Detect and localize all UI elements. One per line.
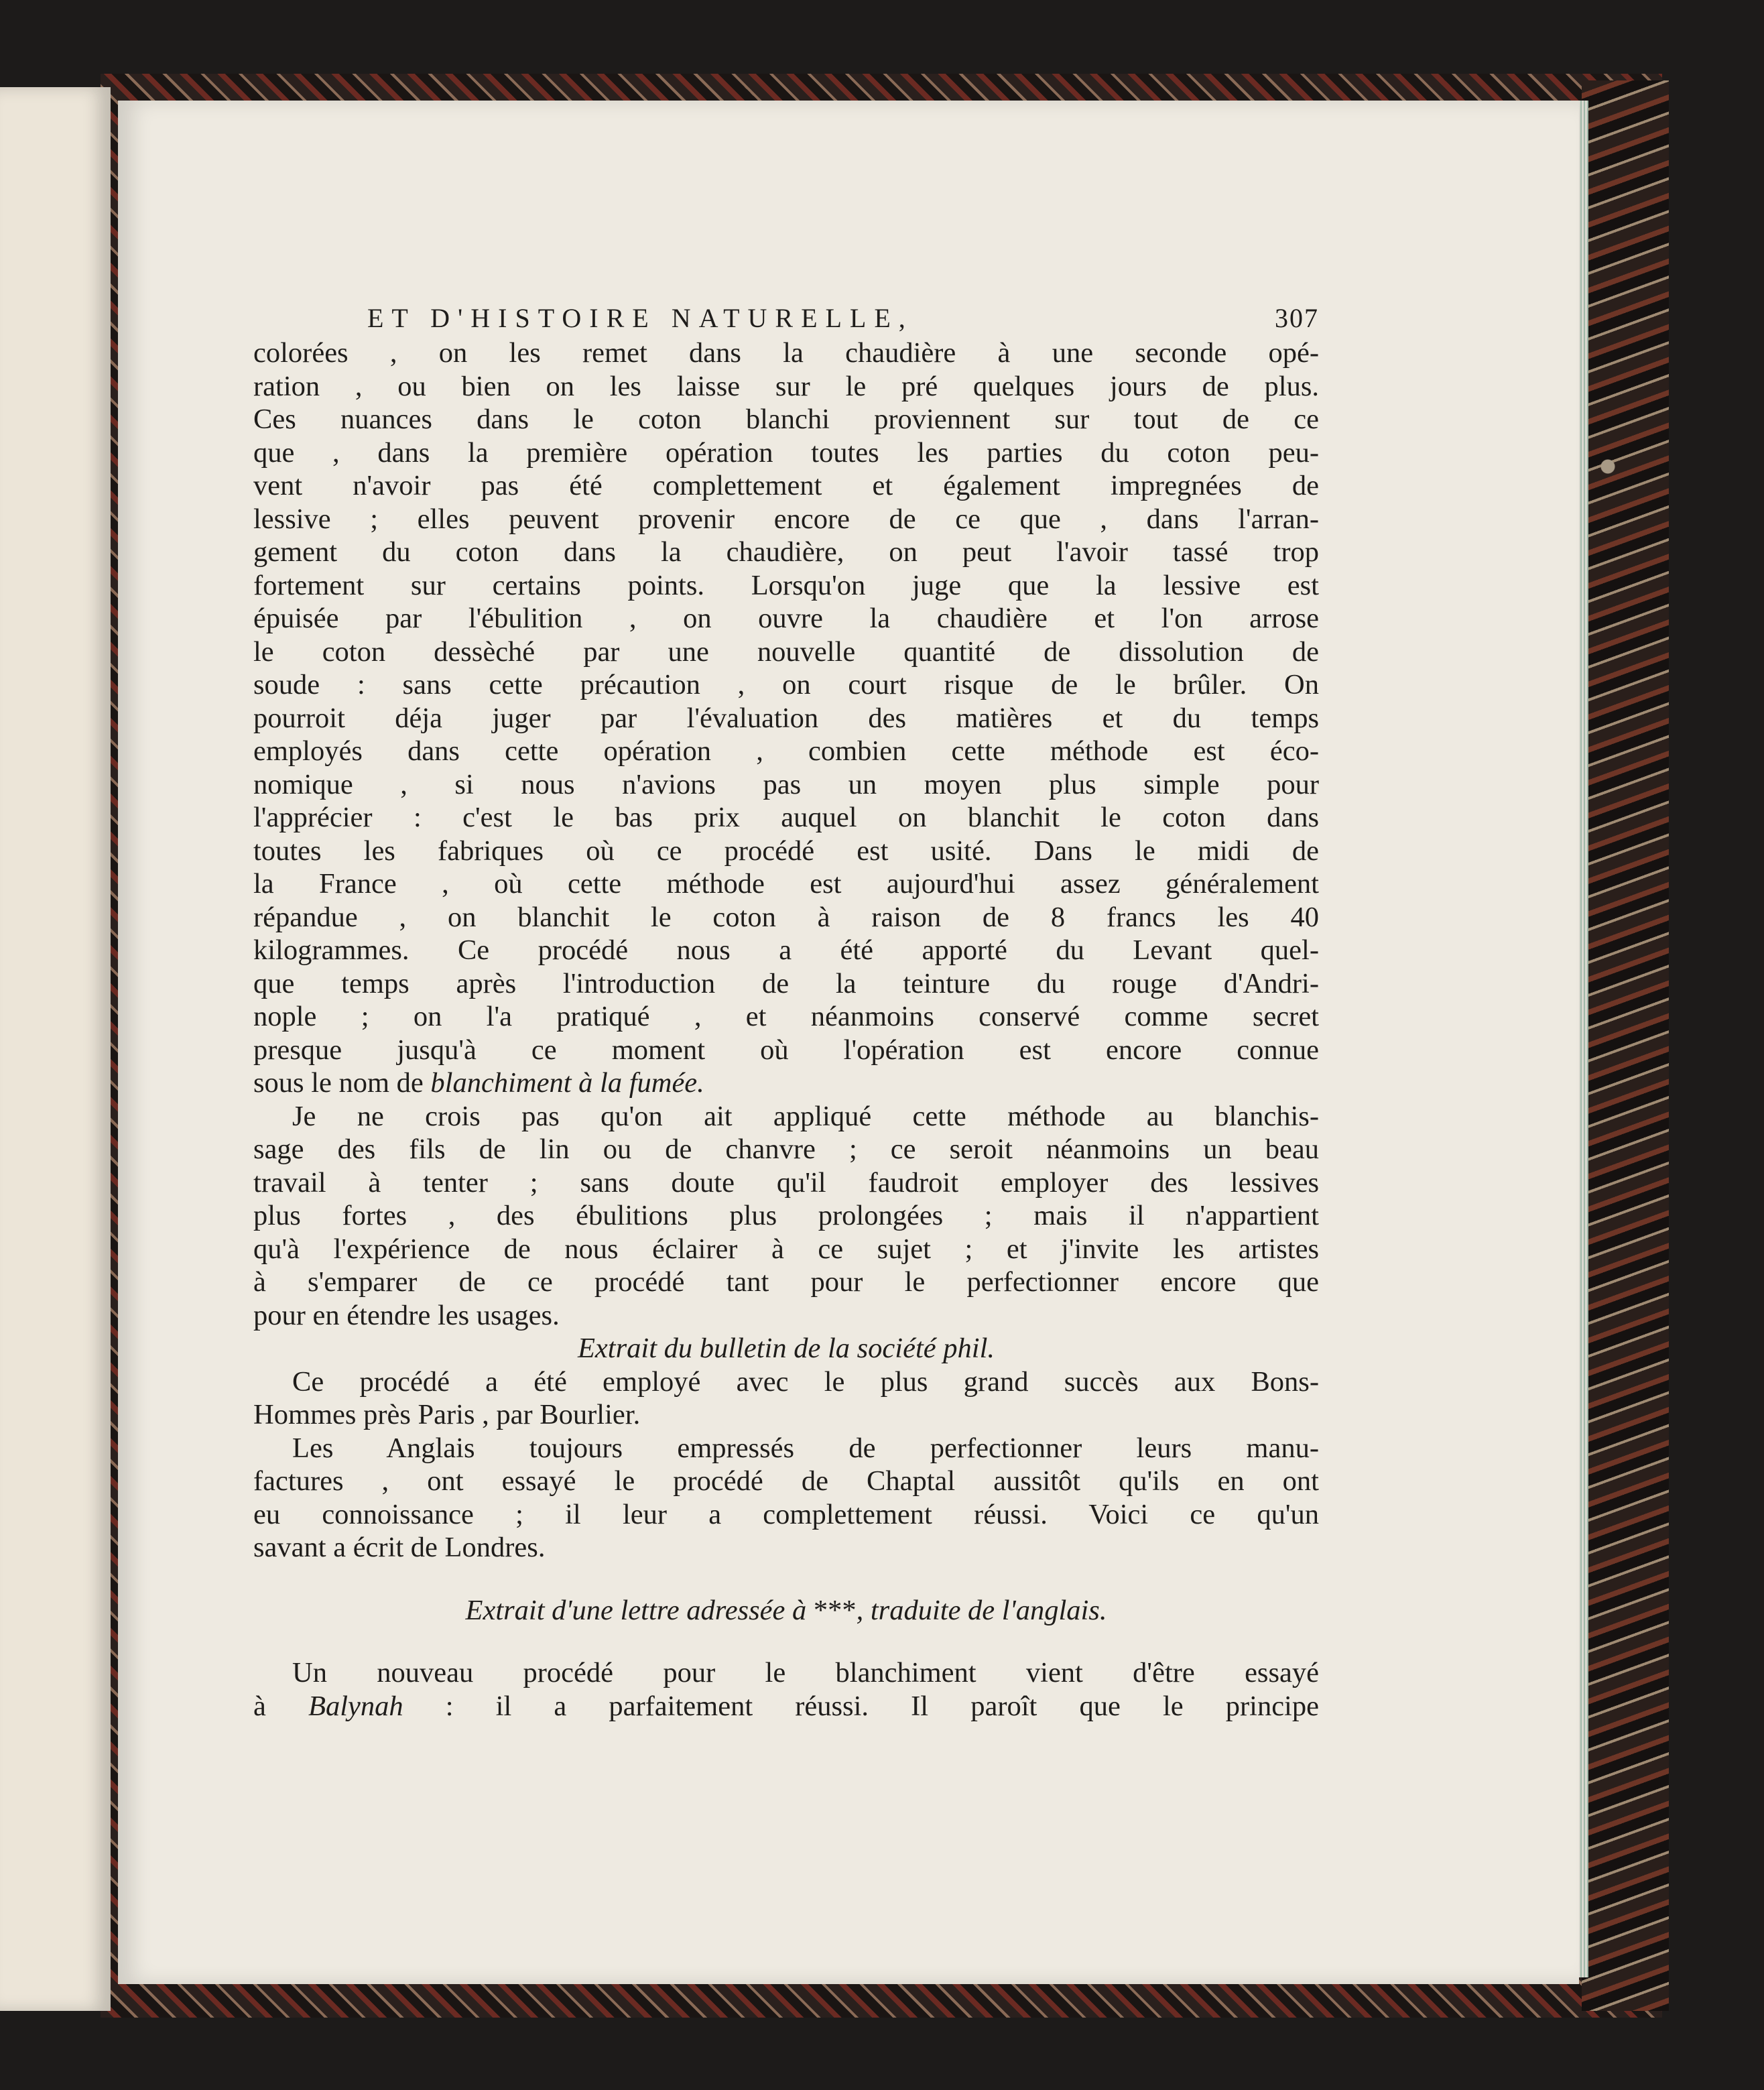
- text-line: l'apprécier : c'est le bas prix auquel on blanchit le coton dans: [253, 802, 1319, 833]
- text-line: qu'à l'expérience de nous éclairer à ce sujet ; et j'invite les artistes: [253, 1233, 1319, 1265]
- text-line: pour en étendre les usages.: [253, 1299, 560, 1331]
- text-line: épuisée par l'ébulition , on ouvre la chaudière et l'on arrose: [253, 603, 1319, 634]
- text-fragment: à: [253, 1690, 308, 1722]
- text-line: travail à tenter ; sans doute qu'il faudroit employer des lessives: [253, 1166, 1319, 1198]
- text-line: gement du coton dans la chaudière, on peut l'avoir tassé trop: [253, 536, 1319, 568]
- text-line: à s'emparer de ce procédé tant pour le perfectionner encore que: [253, 1266, 1319, 1298]
- text-line: eu connoissance ; il leur a complettement réussi. Voici ce qu'un: [253, 1498, 1319, 1530]
- text-line: le coton dessèché par une nouvelle quantité de dissolution de: [253, 635, 1319, 668]
- text-line: [253, 1066, 1319, 1100]
- paragraph-2: [253, 1100, 1319, 1333]
- paragraph-5: [253, 1656, 1319, 1723]
- text-line: lessive ; elles peuvent provenir encore de ce que , dans l'arran-: [253, 503, 1319, 535]
- text-line: vent n'avoir pas été complettement et également impregnées de: [253, 470, 1319, 501]
- page-number: 307: [1275, 303, 1319, 333]
- paragraph-3: [253, 1365, 1319, 1432]
- text-line: que temps après l'introduction de la teinture du rouge d'Andri-: [253, 967, 1319, 999]
- text-line: Je ne crois pas qu'on ait appliqué cette méthode au blanchis-: [292, 1100, 1319, 1132]
- text-line: savant a écrit de Londres.: [253, 1532, 546, 1563]
- italic-place-name: Balynah: [308, 1690, 403, 1722]
- text-fragment: : il a parfaitement réussi. Il paroît que le principe: [403, 1690, 1319, 1722]
- paragraph-4: [253, 1432, 1319, 1564]
- paragraph-1: [253, 336, 1319, 1100]
- text-line: presque jusqu'à ce moment où l'opération est encore connue: [253, 1034, 1319, 1066]
- text-line: soude : sans cette précaution , on court risque de le brûler. On: [253, 669, 1319, 700]
- text-line: employés dans cette opération , combien cette méthode est éco-: [253, 735, 1319, 767]
- text-line: que , dans la première opération toutes les parties du coton peu-: [253, 436, 1319, 469]
- text-line: colorées , on les remet dans la chaudière à une seconde opé-: [253, 337, 1319, 369]
- text-line: pourroit déja juger par l'évaluation des matières et du temps: [253, 702, 1319, 734]
- text-line: nomique , si nous n'avions pas un moyen plus simple pour: [253, 768, 1319, 800]
- running-head: [253, 302, 1319, 336]
- letter-heading-stars: ***: [813, 1594, 857, 1626]
- text-line: [253, 1690, 1319, 1723]
- text-line: ration , ou bien on les laisse sur le pré quelques jours de plus.: [253, 370, 1319, 402]
- page-text: [253, 302, 1319, 1723]
- section-heading-text: Extrait du bulletin de la société phil.: [577, 1333, 995, 1364]
- text-line: toutes les fabriques où ce procédé est usité. Dans le midi de: [253, 835, 1319, 867]
- marbled-cover-edge: [1582, 80, 1669, 2011]
- section-heading: [253, 1332, 1319, 1365]
- text-line: kilogrammes. Ce procédé nous a été apporté du Levant quel-: [253, 934, 1319, 966]
- text-line: nople ; on l'a pratiqué , et néanmoins conservé comme secret: [253, 1001, 1319, 1032]
- text-line: factures , ont essayé le procédé de Chaptal aussitôt qu'ils en ont: [253, 1465, 1319, 1497]
- text-line: la France , où cette méthode est aujourd'hui assez généralement: [253, 868, 1319, 900]
- letter-heading-part: Extrait d'une lettre adressée à: [465, 1594, 814, 1626]
- text-fragment: sous le nom de: [253, 1067, 431, 1099]
- text-line: Hommes près Paris , par Bourlier.: [253, 1399, 641, 1430]
- text-line: Ce procédé a été employé avec le plus grand succès aux Bons-: [292, 1365, 1319, 1398]
- text-line: répandue , on blanchit le coton à raison de 8 francs les 40: [253, 901, 1319, 933]
- text-line: fortement sur certains points. Lorsqu'on juge que la lessive est: [253, 569, 1319, 601]
- text-line: sage des fils de lin ou de chanvre ; ce seroit néanmoins un beau: [253, 1133, 1319, 1165]
- running-head-title: ET D'HISTOIRE NATURELLE,: [367, 303, 914, 333]
- text-line: Un nouveau procédé pour le blanchiment vient d'être essayé: [292, 1657, 1319, 1688]
- letter-heading: [253, 1594, 1319, 1627]
- text-line: Ces nuances dans le coton blanchi proviennent sur tout de ce: [253, 404, 1319, 435]
- text-line: Les Anglais toujours empressés de perfectionner leurs manu-: [292, 1432, 1319, 1464]
- facing-page-edge: [0, 87, 111, 2011]
- italic-term: blanchiment à la fumée.: [430, 1067, 704, 1099]
- text-line: plus fortes , des ébulitions plus prolongées ; mais il n'appartient: [253, 1200, 1319, 1231]
- letter-heading-part: , traduite de l'anglais.: [856, 1594, 1107, 1626]
